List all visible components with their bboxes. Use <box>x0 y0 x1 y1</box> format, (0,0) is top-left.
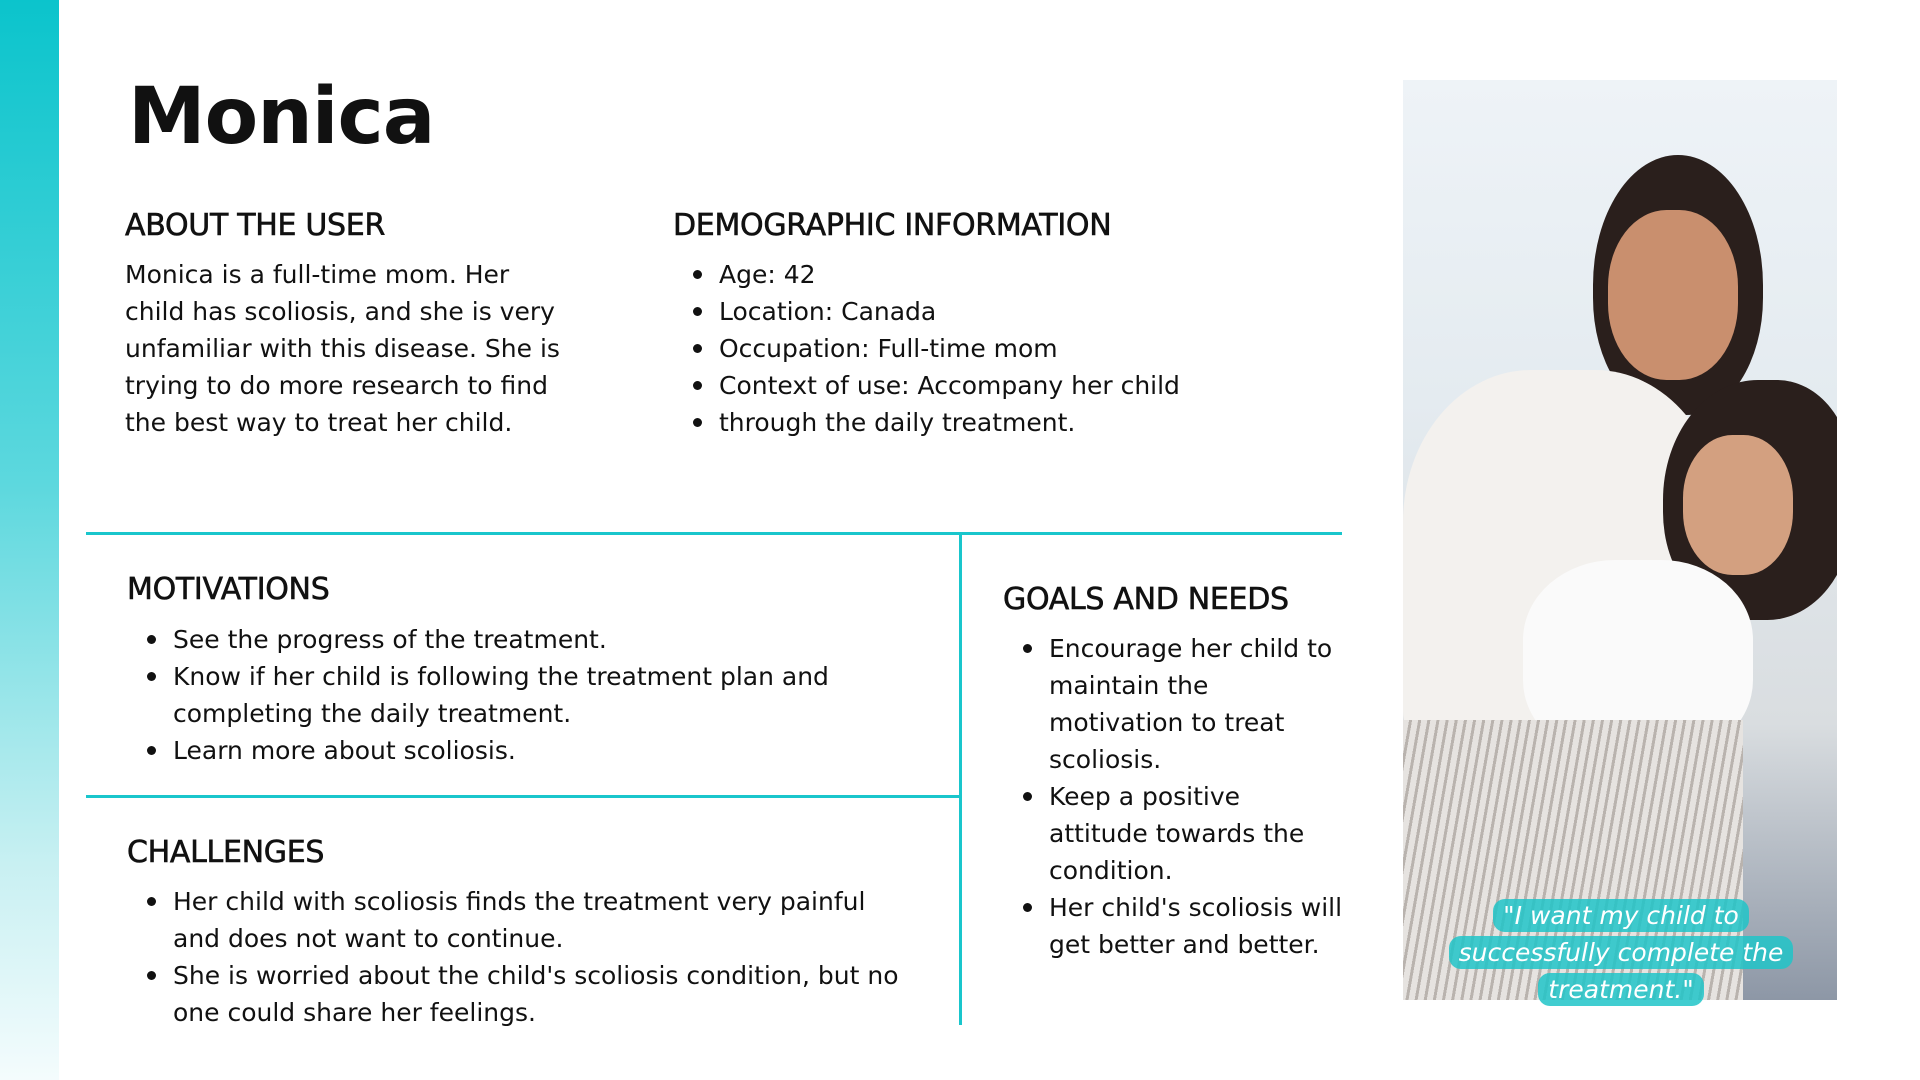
challenge-item: She is worried about the child's scoliosis condition, but no one could share her feelings. <box>127 957 907 1031</box>
challenge-item: Her child with scoliosis finds the treatment very painful and does not want to continue. <box>127 883 907 957</box>
divider-vertical <box>959 532 962 1025</box>
challenges-heading: CHALLENGES <box>127 835 325 870</box>
photo-face-mother <box>1608 210 1738 380</box>
goal-item: Keep a positive attitude towards the condition. <box>1003 778 1343 889</box>
about-heading: ABOUT THE USER <box>125 208 385 243</box>
demographic-item: Location: Canada <box>673 293 1233 330</box>
goal-item: Her child's scoliosis will get better and better. <box>1003 889 1343 963</box>
demographic-list <box>673 256 1233 441</box>
motivation-item: Know if her child is following the treatment plan and completing the daily treatment. <box>127 658 907 732</box>
photo-face-child <box>1683 435 1793 575</box>
goals-list <box>1003 630 1343 963</box>
demographic-item: Age: 42 <box>673 256 1233 293</box>
divider-middle <box>86 795 961 798</box>
goal-item: Encourage her child to maintain the motivation to treat scoliosis. <box>1003 630 1343 778</box>
divider-top <box>86 532 1342 535</box>
demographic-item: Context of use: Accompany her child <box>673 367 1233 404</box>
about-text: Monica is a full-time mom. Her child has scoliosis, and she is very unfamiliar with this disease. She is trying to do more research to find the best way to treat her child. <box>125 260 560 437</box>
quote-text: "I want my child to successfully complete the treatment." <box>1449 899 1794 1006</box>
motivation-item: Learn more about scoliosis. <box>127 732 907 769</box>
accent-sidebar <box>0 0 59 1080</box>
demographic-heading: DEMOGRAPHIC INFORMATION <box>673 208 1112 243</box>
motivation-item: See the progress of the treatment. <box>127 621 907 658</box>
demographic-item: through the daily treatment. <box>673 404 1233 441</box>
persona-photo <box>1403 80 1837 1000</box>
demographic-item: Occupation: Full-time mom <box>673 330 1233 367</box>
motivations-list <box>127 621 907 769</box>
persona-quote <box>1419 897 1823 1008</box>
challenges-list <box>127 883 907 1031</box>
goals-heading: GOALS AND NEEDS <box>1003 582 1289 617</box>
motivations-heading: MOTIVATIONS <box>127 572 330 607</box>
persona-name: Monica <box>128 72 435 162</box>
